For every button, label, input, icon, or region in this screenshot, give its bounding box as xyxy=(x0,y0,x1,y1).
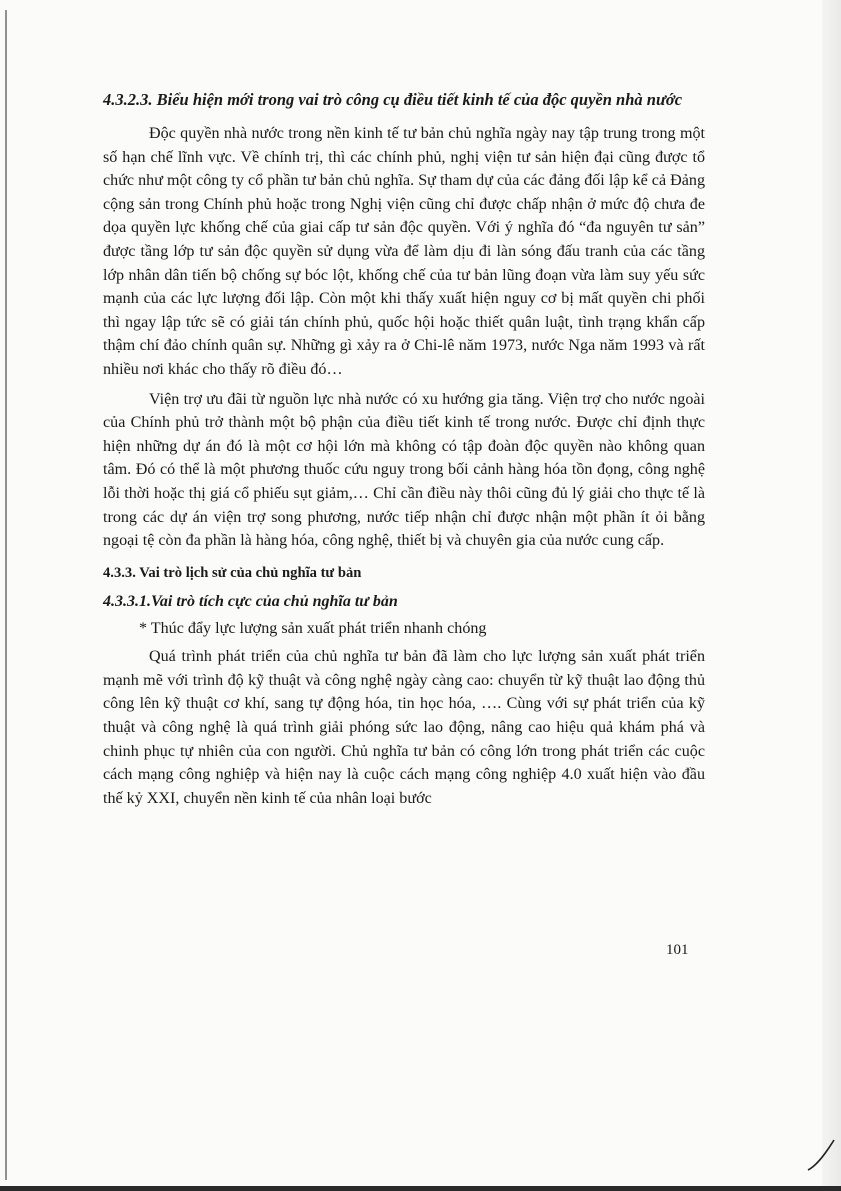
page-bottom-edge xyxy=(0,1186,841,1191)
page-number: 101 xyxy=(666,942,689,958)
page-right-shadow xyxy=(822,0,841,1191)
subsection-heading-4-3-3-1: 4.3.3.1.Vai trò tích cực của chủ nghĩa tư bản xyxy=(103,592,398,610)
section-heading-4-3-3: 4.3.3. Vai trò lịch sử của chủ nghĩa tư bản xyxy=(103,564,362,581)
paragraph-1: Độc quyền nhà nước trong nền kinh tế tư bản chủ nghĩa ngày nay tập trung trong một số hạn chế lĩnh vực. Về chính trị, thì các chính phủ, nghị viện tư sản hiện đại cũng được tổ chức như một công ty cổ phần tư bản chủ nghĩa. Sự tham dự của các đảng đối lập kể cả Đảng cộng sản trong Chính phủ hoặc trong Nghị viện cũng chỉ được chấp nhận ở mức độ chưa đe dọa quyền lực khống chế của giai cấp tư sản độc quyền. Với ý nghĩa đó “đa nguyên tư sản” được tầng lớp tư sản độc quyền sử dụng vừa để làm dịu đi làn sóng đấu tranh của các tầng lớp nhân dân tiến bộ chống sự bóc lột, khống chế của tư bản lũng đoạn vừa làm suy yếu sức mạnh của các lực lượng đối lập. Còn một khi thấy xuất hiện nguy cơ bị mất quyền chi phối thì ngay lập tức sẽ có giải tán chính phủ, quốc hội hoặc thiết quân luật, tình trạng khẩn cấp thậm chí đảo chính quân sự. Những gì xảy ra ở Chi-lê năm 1973, nước Nga năm 1993 và rất nhiều nơi khác cho thấy rõ điều đó… xyxy=(103,125,705,378)
bullet-item: * Thúc đẩy lực lượng sản xuất phát triển nhanh chóng xyxy=(139,619,487,637)
pen-stroke-mark xyxy=(806,1138,836,1172)
page-left-edge xyxy=(5,10,7,1180)
paragraph-2: Viện trợ ưu đãi từ nguồn lực nhà nước có xu hướng gia tăng. Viện trợ cho nước ngoài của Chính phủ trở thành một bộ phận của điều tiết kinh tế trong nước. Được chỉ định thực hiện những dự án đó là một cơ hội lớn mà không có tập đoàn độc quyền nào không quan tâm. Đó có thể là một phương thuốc cứu nguy trong bối cảnh hàng hóa tồn đọng, công nghệ lỗi thời hoặc thị giá cổ phiếu sụt giảm,… Chỉ cần điều này thôi cũng đủ lý giải cho thực tế là trong các dự án viện trợ song phương, nước tiếp nhận chỉ được nhận một phần ít ỏi bằng ngoại tệ còn đa phần là hàng hóa, công nghệ, thiết bị và chuyên gia của nước cung cấp. xyxy=(103,390,705,550)
page-content xyxy=(103,88,705,810)
section-heading-4-3-2-3: 4.3.2.3. Biểu hiện mới trong vai trò công cụ điều tiết kinh tế của độc quyền nhà nước xyxy=(103,90,683,109)
paragraph-3: Quá trình phát triển của chủ nghĩa tư bản đã làm cho lực lượng sản xuất phát triển mạnh mẽ với trình độ kỹ thuật và công nghệ ngày càng cao: chuyển từ kỹ thuật lao động thủ công lên kỹ thuật cơ khí, sang tự động hóa, tin học hóa, …. Cùng với sự phát triển của kỹ thuật và công nghệ là quá trình giải phóng sức lao động, nâng cao hiệu quả khám phá và chinh phục tự nhiên của con người. Chủ nghĩa tư bản có công lớn trong phát triển các cuộc cách mạng công nghiệp và hiện nay là cuộc cách mạng công nghiệp 4.0 xuất hiện vào đầu thế kỷ XXI, chuyển nền kinh tế của nhân loại bước xyxy=(103,648,705,807)
